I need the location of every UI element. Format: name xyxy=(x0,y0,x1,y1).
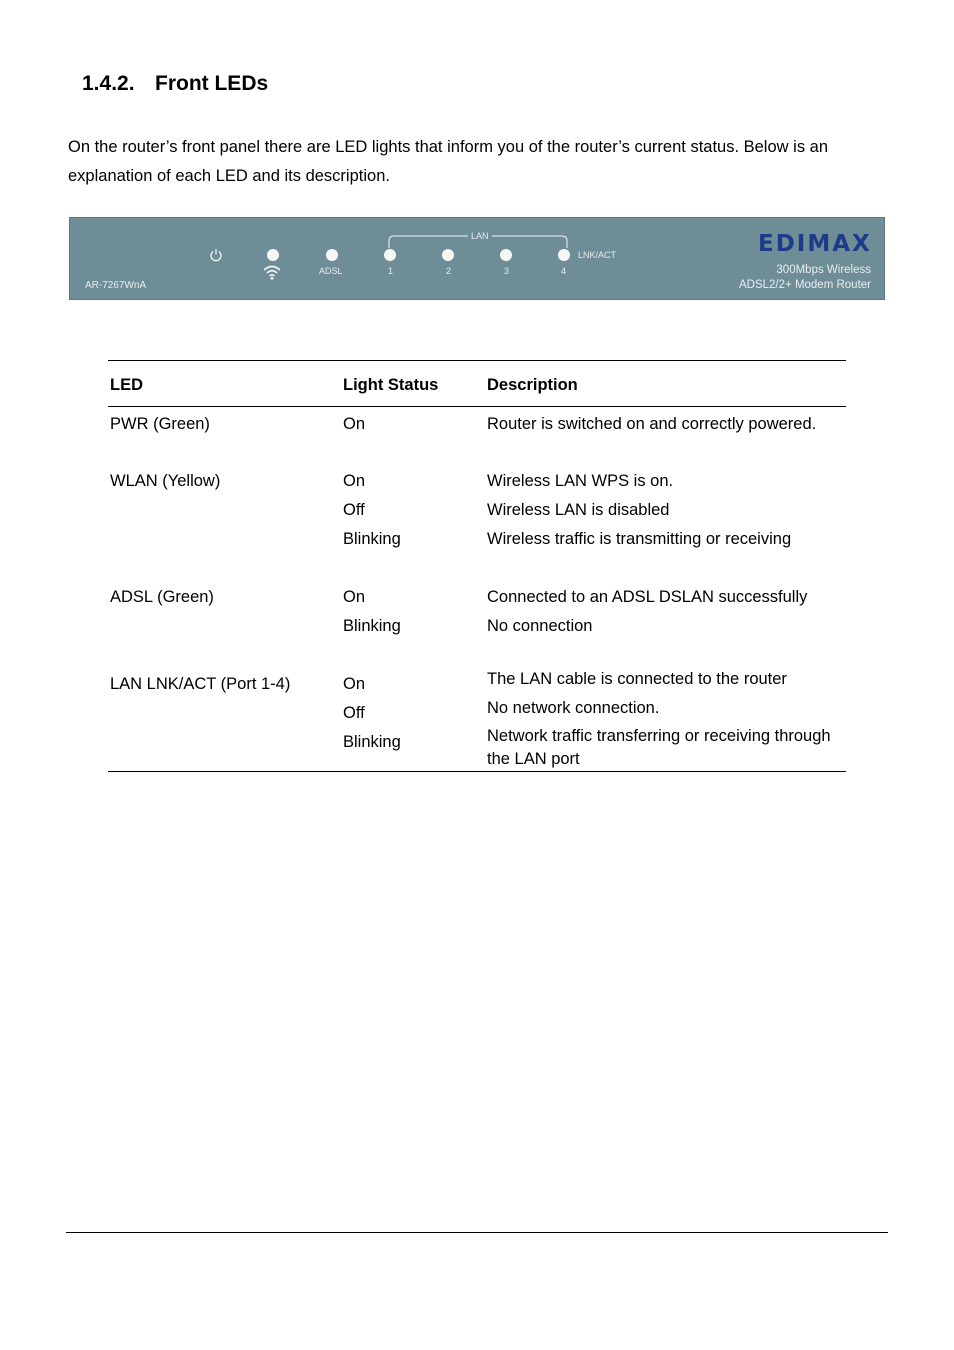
lan-port-label: 1 xyxy=(388,266,394,276)
wifi-icon xyxy=(262,264,282,280)
light-status: On xyxy=(343,675,366,693)
power-icon xyxy=(209,248,223,262)
led-description: The LAN cable is connected to the router xyxy=(487,670,787,688)
led-name: ADSL (Green) xyxy=(110,588,214,606)
model-label: AR-7267WnA xyxy=(85,280,147,291)
lan-port-label: 3 xyxy=(504,266,510,276)
table-header-row xyxy=(108,361,846,406)
brand-logo: EDIMAX xyxy=(758,231,872,257)
header-led: LED xyxy=(110,376,143,394)
router-front-panel xyxy=(69,217,885,300)
light-status: On xyxy=(343,415,366,433)
led-description: Network traffic transferring or receiving through the LAN port xyxy=(487,727,831,768)
product-subtitle-1: 300Mbps Wireless xyxy=(776,264,871,276)
led-description: No network connection. xyxy=(487,699,660,717)
led-table xyxy=(108,360,846,772)
table-row-wlan xyxy=(108,464,846,580)
product-subtitle-2: ADSL2/2+ Modem Router xyxy=(739,279,871,291)
lan-led-4 xyxy=(558,249,570,261)
lan-label: LAN xyxy=(468,231,492,241)
lan-led-1 xyxy=(384,249,396,261)
table-row-lan xyxy=(108,666,846,771)
lan-port-label: 4 xyxy=(561,266,567,276)
led-description: Wireless LAN WPS is on. xyxy=(487,472,674,490)
header-light-status: Light Status xyxy=(343,376,439,394)
light-status: Blinking xyxy=(343,530,401,548)
table-bottom-rule xyxy=(108,771,846,772)
light-status: Off xyxy=(343,501,365,519)
light-status: On xyxy=(343,588,366,606)
led-description: No connection xyxy=(487,617,593,635)
led-name: PWR (Green) xyxy=(110,415,210,433)
light-status: On xyxy=(343,472,366,490)
led-description: Connected to an ADSL DSLAN successfully xyxy=(487,588,808,606)
led-description: Router is switched on and correctly powered. xyxy=(487,415,817,433)
light-status: Blinking xyxy=(343,617,401,635)
led-name: WLAN (Yellow) xyxy=(110,472,221,490)
table-row-adsl xyxy=(108,580,846,666)
section-heading xyxy=(82,72,268,96)
intro-paragraph: On the router’s front panel there are LED lights that inform you of the router’s current status. Below is an explanation of each LED and its description. xyxy=(68,138,829,185)
footer-rule xyxy=(66,1232,888,1233)
section-number: 1.4.2. xyxy=(82,72,135,95)
table-row-pwr xyxy=(108,407,846,464)
led-description: Wireless LAN is disabled xyxy=(487,501,670,519)
section-title: Front LEDs xyxy=(155,72,269,95)
lan-port-label: 2 xyxy=(446,266,452,276)
adsl-label: ADSL xyxy=(319,266,343,276)
header-description: Description xyxy=(487,376,578,394)
light-status: Blinking xyxy=(343,733,401,751)
light-status: Off xyxy=(343,704,365,722)
wlan-led xyxy=(267,249,279,261)
lnk-act-label: LNK/ACT xyxy=(578,250,617,260)
led-name: LAN LNK/ACT (Port 1-4) xyxy=(110,675,291,693)
adsl-led xyxy=(326,249,338,261)
led-description: Wireless traffic is transmitting or receiving xyxy=(487,530,792,548)
lan-led-2 xyxy=(442,249,454,261)
lan-led-3 xyxy=(500,249,512,261)
